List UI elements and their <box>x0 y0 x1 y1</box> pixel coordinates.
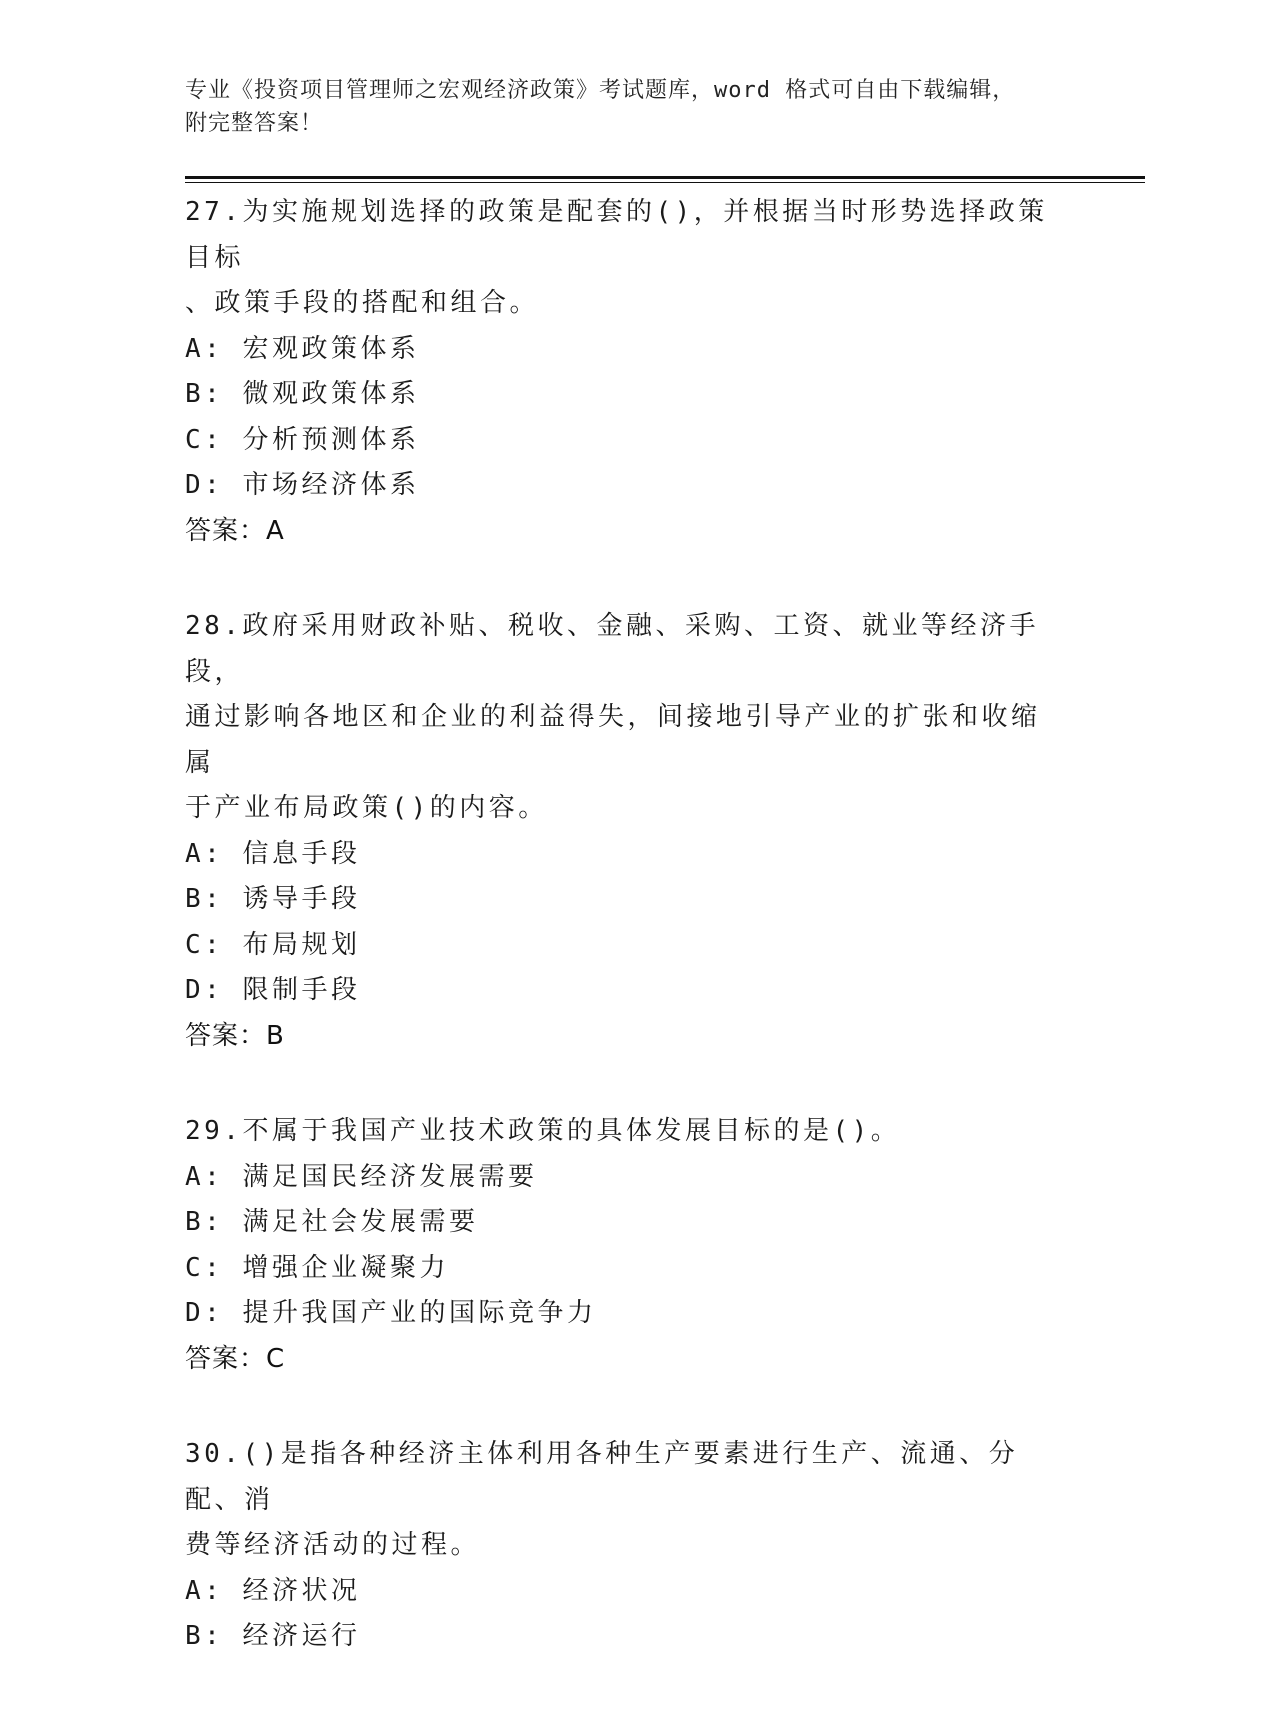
option-b: B: 诱导手段 <box>185 884 361 914</box>
option-b: B: 经济运行 <box>185 1621 361 1651</box>
answer-line: 答案：B <box>185 1020 285 1051</box>
header-divider-thick <box>185 176 1145 179</box>
answer-line: 答案：C <box>185 1343 286 1374</box>
option-a: A: 满足国民经济发展需要 <box>185 1161 538 1192</box>
header-line-1: 专业《投资项目管理师之宏观经济政策》考试题库，word 格式可自由下载编辑， <box>185 78 1016 103</box>
option-c: C: 布局规划 <box>185 929 361 960</box>
question-list <box>185 190 1065 1710</box>
question-30 <box>185 1432 1065 1660</box>
question-stem-line: 28.政府采用财政补贴、税收、金融、采购、工资、就业等经济手段， <box>185 611 1039 687</box>
header-line-2: 附完整答案！ <box>185 111 324 136</box>
question-27 <box>185 190 1065 554</box>
option-a: A: 宏观政策体系 <box>185 333 420 364</box>
question-stem-line: 通过影响各地区和企业的利益得失，间接地引导产业的扩张和收缩属 <box>185 702 1041 778</box>
option-d: D: 市场经济体系 <box>185 470 420 500</box>
option-c: C: 增强企业凝聚力 <box>185 1252 449 1283</box>
question-stem-line: 30.()是指各种经济主体利用各种生产要素进行生产、流通、分配、消 <box>185 1439 1019 1515</box>
option-a: A: 信息手段 <box>185 838 361 869</box>
question-28 <box>185 604 1065 1059</box>
question-stem-line: 费等经济活动的过程。 <box>185 1530 481 1560</box>
option-b: B: 满足社会发展需要 <box>185 1207 479 1237</box>
question-stem-line: 27.为实施规划选择的政策是配套的()，并根据当时形势选择政策目标 <box>185 197 1048 273</box>
question-stem-line: 29.不属于我国产业技术政策的具体发展目标的是()。 <box>185 1116 901 1146</box>
option-a: A: 经济状况 <box>185 1575 361 1606</box>
question-stem-line: 、政策手段的搭配和组合。 <box>185 288 540 318</box>
header-divider-thin <box>185 182 1145 183</box>
option-c: C: 分析预测体系 <box>185 424 420 455</box>
answer-line: 答案：A <box>185 515 285 546</box>
option-d: D: 提升我国产业的国际竞争力 <box>185 1298 597 1328</box>
option-b: B: 微观政策体系 <box>185 379 420 409</box>
question-29 <box>185 1109 1065 1382</box>
question-stem-line: 于产业布局政策()的内容。 <box>185 793 548 823</box>
option-d: D: 限制手段 <box>185 975 361 1005</box>
document-header <box>185 74 1065 140</box>
